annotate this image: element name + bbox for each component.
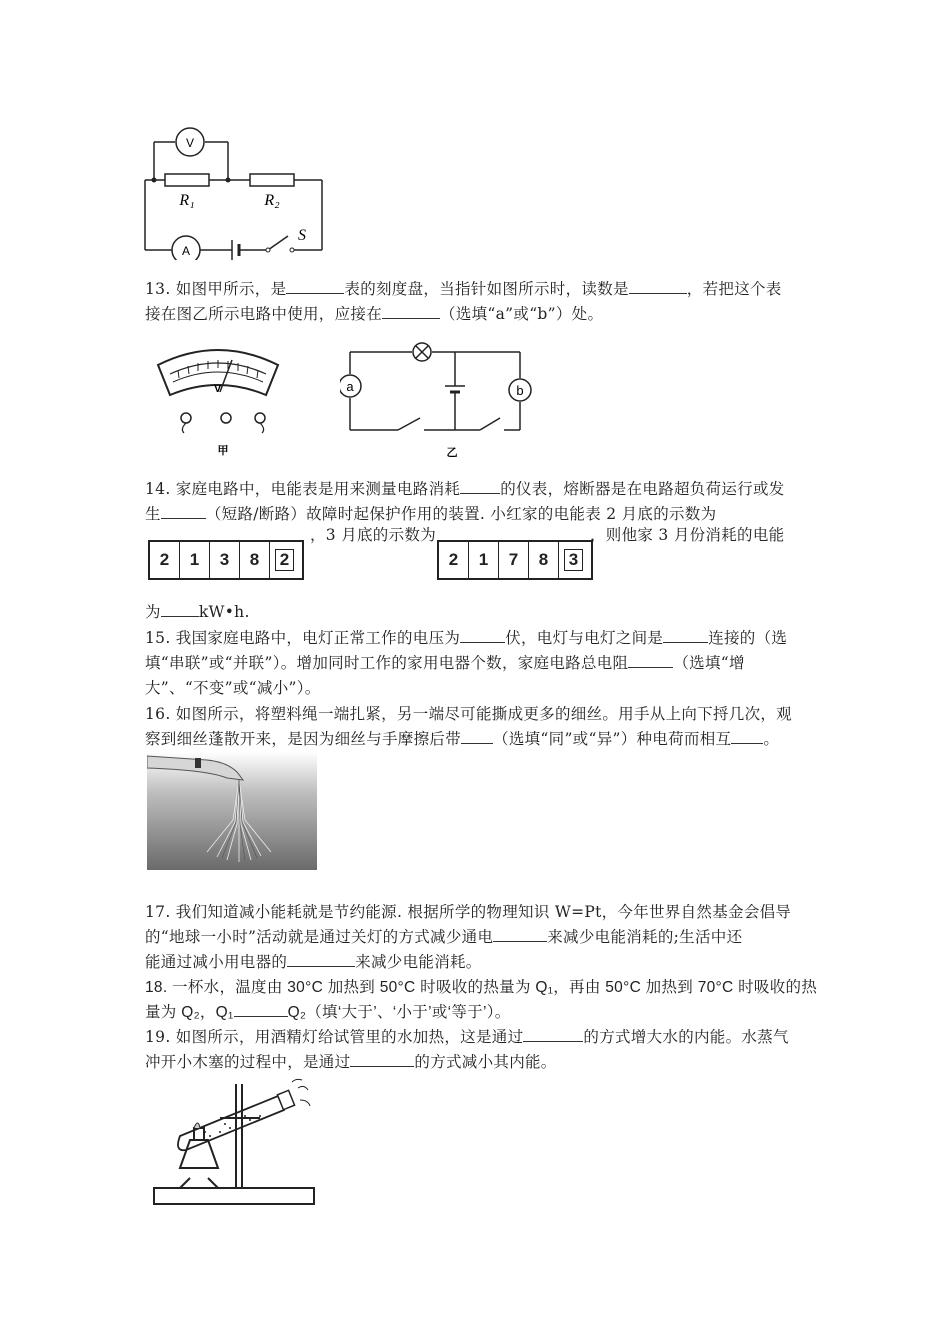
blank[interactable] xyxy=(161,504,206,519)
q18-line2: 量为 Q₂，Q₁ Q₂（填‘大于’、‘小于’或‘等于’）。 xyxy=(145,1004,511,1021)
plastic-string-photo xyxy=(147,752,317,870)
q17-line3: 能通过减小用电器的 来减少电能消耗。 xyxy=(145,953,482,971)
blank[interactable] xyxy=(161,602,199,617)
blank[interactable] xyxy=(629,279,687,294)
q14-line1: 14. 家庭电路中，电能表是用来测量电路消耗 的仪表，熔断器是在电路超负荷运行或发 xyxy=(145,480,785,498)
blank[interactable] xyxy=(523,1027,583,1042)
q19-line2: 冲开小木塞的过程中，是通过 的方式减小其内能。 xyxy=(145,1053,557,1071)
blank[interactable] xyxy=(731,729,763,744)
meter-digit: 2 xyxy=(439,542,469,578)
meter-digit: 1 xyxy=(469,542,499,578)
q13-line1: 13. 如图甲所示，是 表的刻度盘，当指针如图所示时，读数是 ，若把这个表 xyxy=(145,280,782,298)
ammeter-label: A xyxy=(181,244,191,258)
meter-reading-feb xyxy=(148,540,304,580)
meter-digit: 3 xyxy=(210,542,240,578)
circuit-diagram-r1-r2 xyxy=(140,120,330,260)
blank[interactable] xyxy=(286,279,344,294)
meter-dial-figure xyxy=(148,340,288,460)
blank[interactable] xyxy=(350,1052,414,1067)
q16-line2: 察到细丝蓬散开来，是因为细丝与手摩擦后带 （选填“同”或“异”）种电荷而相互 。 xyxy=(145,730,780,748)
blank[interactable] xyxy=(628,653,673,668)
blank[interactable] xyxy=(493,927,547,942)
switch-label: S xyxy=(298,227,306,244)
q13-line2: 接在图乙所示电路中使用，应接在 （选填“a”或“b”）处。 xyxy=(145,305,604,323)
blank[interactable] xyxy=(234,1002,288,1017)
meter-reading-mar xyxy=(437,540,593,580)
meter-digit: 2 xyxy=(150,542,180,578)
q14-line4: 为 kW•h. xyxy=(145,603,250,621)
fig-jia-label: 甲 xyxy=(217,444,229,457)
q18-line1: 18. 一杯水，温度由 30°C 加热到 50°C 时吸收的热量为 Q₁，再由 50°C 加热到 70°C 时吸收的热 xyxy=(145,979,818,996)
fig-yi-label: 乙 xyxy=(446,446,458,459)
meter-digit: 7 xyxy=(499,542,529,578)
blank[interactable] xyxy=(460,479,500,494)
blank[interactable] xyxy=(461,729,493,744)
q15-line2: 填“串联”或“并联”）。增加同时工作的家用电器个数，家庭电路总电阻 （选填“增 xyxy=(145,654,745,672)
meter-digit: 1 xyxy=(180,542,210,578)
test-tube-heating-figure xyxy=(150,1078,330,1218)
svg-text:V: V xyxy=(214,383,222,395)
meter-digit-decimal: 3 xyxy=(559,542,588,578)
circuit-yi-figure xyxy=(340,340,540,462)
q17-line1: 17. 我们知道减小能耗就是节约能源. 根据所学的物理知识 W=Pt，今年世界自然基金会倡导 xyxy=(145,903,792,921)
blank[interactable] xyxy=(663,628,708,643)
r1-label: R₁ xyxy=(179,192,195,209)
q16-line1: 16. 如图所示，将塑料绳一端扎紧，另一端尽可能撕成更多的细丝。用手从上向下捋几次，观 xyxy=(145,705,792,723)
r2-label: R₂ xyxy=(264,192,280,209)
blank[interactable] xyxy=(460,628,505,643)
q15-line3: 大”、“不变”或“减小”）。 xyxy=(145,679,321,697)
point-a-label: a xyxy=(346,379,354,394)
meter-digit: 8 xyxy=(529,542,559,578)
blank[interactable] xyxy=(382,304,440,319)
blank[interactable] xyxy=(287,952,355,967)
q15-line1: 15. 我国家庭电路中，电灯正常工作的电压为 伏，电灯与电灯之间是 连接的（选 xyxy=(145,629,788,647)
voltmeter-label: V xyxy=(185,136,195,150)
meter-digit-decimal: 2 xyxy=(270,542,299,578)
q17-line2: 的“地球一小时”活动就是通过关灯的方式减少通电 来减少电能消耗的;生活中还 xyxy=(145,928,743,946)
q19-line1: 19. 如图所示，用酒精灯给试管里的水加热，这是通过 的方式增大水的内能。水蒸气 xyxy=(145,1028,789,1046)
point-b-label: b xyxy=(516,383,524,398)
q14-line3: ，3 月底的示数为 ，则他家 3 月份消耗的电能 xyxy=(310,526,785,544)
meter-digit: 8 xyxy=(240,542,270,578)
q14-line2: 生 （短路/断路）故障时起保护作用的装置. 小红家的电能表 2 月底的示数为 xyxy=(145,505,717,523)
